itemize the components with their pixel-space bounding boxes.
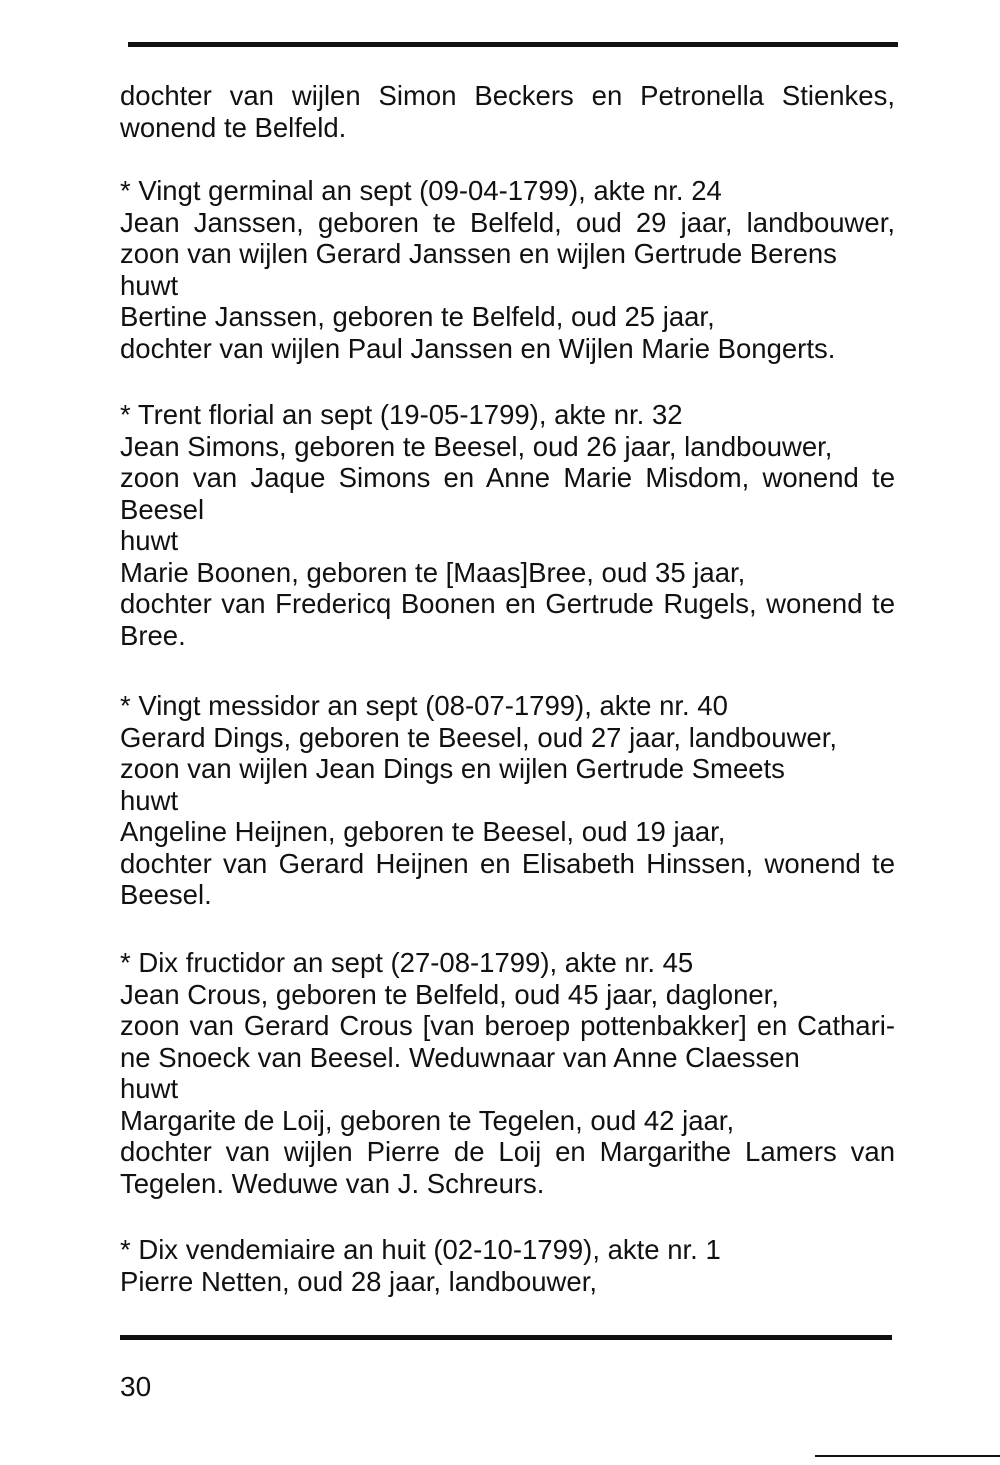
text-line: huwt <box>120 269 179 301</box>
text-line: dochter van Fredericq Boonen en Gertrude Rugels, wonend te <box>120 588 895 619</box>
continuation-block <box>120 80 895 143</box>
text-line: Jean Janssen, geboren te Belfeld, oud 29 jaar, landbouwer, <box>120 206 895 238</box>
page-number: 30 <box>120 1371 152 1402</box>
text-line: dochter van wijlen Pierre de Loij en Margarithe Lamers van <box>120 1136 895 1167</box>
text-line: Margarite de Loij, geboren te Tegelen, oud 42 jaar, <box>120 1104 735 1136</box>
text-line: Gerard Dings, geboren te Beesel, oud 27 jaar, landbouwer, <box>120 721 838 753</box>
text-line: Jean Crous, geboren te Belfeld, oud 45 jaar, dagloner, <box>120 978 779 1010</box>
text-line: huwt <box>120 784 179 816</box>
marriage-entry <box>120 1234 895 1297</box>
entry-header: * Vingt messidor an sept (08-07-1799), akte nr. 40 <box>120 690 728 721</box>
text-line: Marie Boonen, geboren te [Maas]Bree, oud 35 jaar, <box>120 556 746 588</box>
bottom-rule <box>120 1335 892 1340</box>
corner-rule <box>815 1455 1000 1457</box>
text-line: wonend te Belfeld. <box>120 111 347 143</box>
text-line: Jean Simons, geboren te Beesel, oud 26 jaar, landbouwer, <box>120 430 833 462</box>
text-line: Bree. <box>120 619 186 651</box>
text-line: dochter van wijlen Paul Janssen en Wijlen Marie Bongerts. <box>120 332 836 364</box>
marriage-entry <box>120 175 895 364</box>
text-line: Pierre Netten, oud 28 jaar, landbouwer, <box>120 1265 597 1297</box>
text-line: huwt <box>120 525 179 556</box>
text-line: Beesel. <box>120 879 212 910</box>
text-line: ne Snoeck van Beesel. Weduwnaar van Anne Claessen <box>120 1041 800 1073</box>
text-line: huwt <box>120 1073 179 1104</box>
marriage-entry <box>120 399 895 651</box>
entry-header: * Trent florial an sept (19-05-1799), akte nr. 32 <box>120 399 683 430</box>
text-line: Tegelen. Weduwe van J. Schreurs. <box>120 1167 545 1199</box>
text-line: dochter van wijlen Simon Beckers en Petronella Stienkes, <box>120 80 895 111</box>
top-rule <box>128 42 898 47</box>
entry-header: * Dix fructidor an sept (27-08-1799), akte nr. 45 <box>120 947 694 978</box>
marriage-entry <box>120 947 895 1199</box>
marriage-entry <box>120 690 895 911</box>
entry-header: * Vingt germinal an sept (09-04-1799), akte nr. 24 <box>120 175 722 206</box>
text-line: dochter van Gerard Heijnen en Elisabeth Hinssen, wonend te <box>120 847 895 879</box>
text-line: zoon van wijlen Jean Dings en wijlen Gertrude Smeets <box>120 753 785 784</box>
text-line: zoon van Gerard Crous [van beroep pottenbakker] en Cathari- <box>120 1010 895 1041</box>
text-line: zoon van Jaque Simons en Anne Marie Misdom, wonend te <box>120 462 895 493</box>
text-line: Bertine Janssen, geboren te Belfeld, oud 25 jaar, <box>120 301 715 332</box>
entry-header: * Dix vendemiaire an huit (02-10-1799), akte nr. 1 <box>120 1234 721 1265</box>
text-line: Angeline Heijnen, geboren te Beesel, oud 19 jaar, <box>120 816 726 847</box>
text-line: Beesel <box>120 493 205 525</box>
text-line: zoon van wijlen Gerard Janssen en wijlen Gertrude Berens <box>120 238 837 269</box>
